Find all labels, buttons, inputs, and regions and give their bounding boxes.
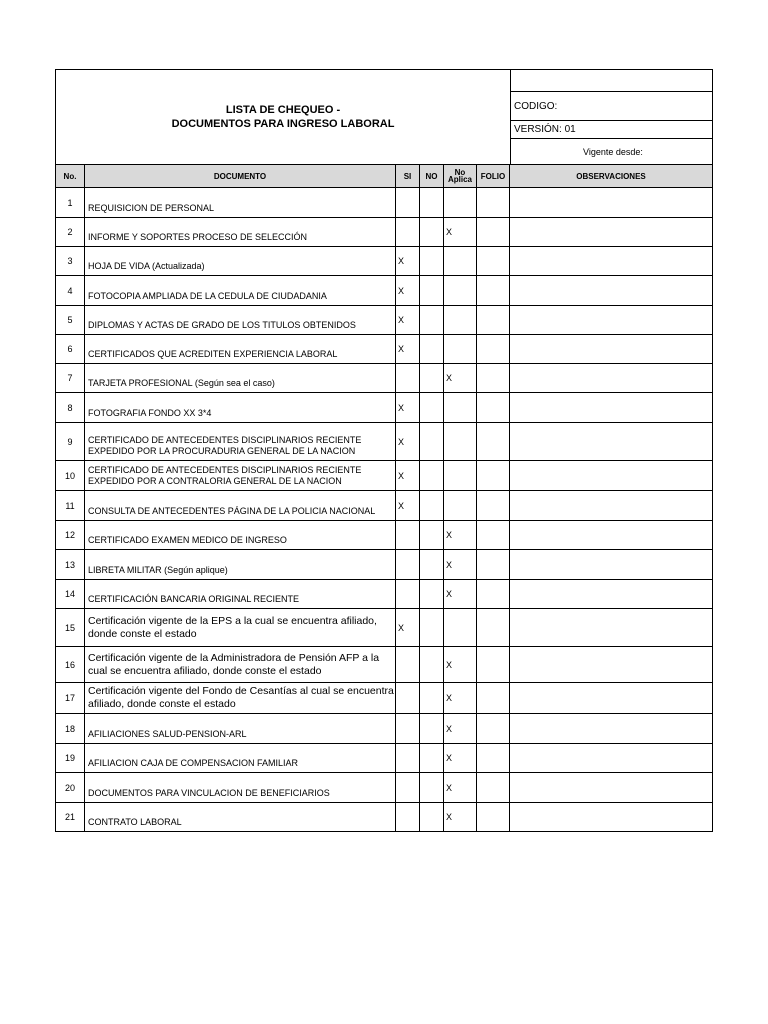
row-number: 2 (56, 218, 85, 247)
row-no-aplica-mark (444, 306, 477, 335)
row-si-mark: X (396, 461, 420, 491)
row-no-aplica-mark: X (444, 521, 477, 550)
row-number: 12 (56, 521, 85, 550)
row-document: CERTIFICADOS QUE ACREDITEN EXPERIENCIA LABORAL (85, 335, 396, 364)
row-folio (477, 580, 510, 609)
checklist-sheet (55, 69, 712, 832)
row-observaciones (510, 550, 713, 580)
row-number: 3 (56, 247, 85, 276)
row-document: Certificación vigente de la Administradora de Pensión AFP a la cual se encuentra afiliado, donde conste el estado (85, 647, 396, 683)
no-aplica-line-1: No (454, 168, 466, 177)
row-document: DOCUMENTOS PARA VINCULACION DE BENEFICIARIOS (85, 773, 396, 803)
row-no-mark (420, 647, 444, 683)
row-number: 9 (56, 423, 85, 461)
row-observaciones (510, 491, 713, 521)
header-table (55, 69, 713, 165)
row-number: 19 (56, 744, 85, 773)
row-no-aplica-mark (444, 609, 477, 647)
row-folio (477, 803, 510, 832)
row-number: 13 (56, 550, 85, 580)
col-header-documento: DOCUMENTO (85, 165, 396, 188)
row-folio (477, 521, 510, 550)
row-no-aplica-mark (444, 491, 477, 521)
row-document: REQUISICION DE PERSONAL (85, 188, 396, 218)
row-si-mark (396, 744, 420, 773)
row-si-mark: X (396, 306, 420, 335)
table-row (56, 393, 713, 423)
table-row (56, 188, 713, 218)
col-header-no: No. (56, 165, 85, 188)
row-no-aplica-mark: X (444, 714, 477, 744)
row-observaciones (510, 276, 713, 306)
col-header-folio: FOLIO (477, 165, 510, 188)
row-document: CONSULTA DE ANTECEDENTES PÁGINA DE LA POLICIA NACIONAL (85, 491, 396, 521)
row-no-aplica-mark: X (444, 647, 477, 683)
row-folio (477, 247, 510, 276)
col-header-no-aplica (444, 165, 477, 188)
row-number: 7 (56, 364, 85, 393)
row-no-mark (420, 521, 444, 550)
row-si-mark (396, 521, 420, 550)
row-no-aplica-mark: X (444, 683, 477, 714)
row-observaciones (510, 423, 713, 461)
table-row (56, 521, 713, 550)
row-no-aplica-mark (444, 461, 477, 491)
row-observaciones (510, 647, 713, 683)
row-number: 16 (56, 647, 85, 683)
row-no-mark (420, 803, 444, 832)
row-observaciones (510, 521, 713, 550)
table-row (56, 491, 713, 521)
row-si-mark (396, 218, 420, 247)
row-document: LIBRETA MILITAR (Según aplique) (85, 550, 396, 580)
row-no-aplica-mark (444, 335, 477, 364)
row-no-mark (420, 218, 444, 247)
row-observaciones (510, 714, 713, 744)
row-folio (477, 773, 510, 803)
checklist-table (55, 164, 713, 832)
row-number: 20 (56, 773, 85, 803)
row-si-mark: X (396, 335, 420, 364)
table-row (56, 773, 713, 803)
row-si-mark: X (396, 491, 420, 521)
row-no-aplica-mark (444, 247, 477, 276)
title-line-1: LISTA DE CHEQUEO - (225, 104, 341, 116)
row-no-mark (420, 550, 444, 580)
row-si-mark: X (396, 393, 420, 423)
table-row (56, 580, 713, 609)
row-no-mark (420, 423, 444, 461)
row-no-aplica-mark: X (444, 550, 477, 580)
row-observaciones (510, 609, 713, 647)
table-row (56, 744, 713, 773)
row-folio (477, 423, 510, 461)
row-observaciones (510, 773, 713, 803)
table-row (56, 423, 713, 461)
row-no-aplica-mark: X (444, 803, 477, 832)
row-folio (477, 306, 510, 335)
row-folio (477, 364, 510, 393)
row-si-mark (396, 364, 420, 393)
row-no-mark (420, 461, 444, 491)
row-si-mark (396, 550, 420, 580)
row-folio (477, 683, 510, 714)
table-row (56, 276, 713, 306)
row-no-aplica-mark (444, 276, 477, 306)
row-no-aplica-mark: X (444, 364, 477, 393)
row-number: 15 (56, 609, 85, 647)
header-blank-cell (511, 70, 713, 92)
table-row (56, 609, 713, 647)
row-folio (477, 744, 510, 773)
row-observaciones (510, 393, 713, 423)
row-number: 18 (56, 714, 85, 744)
row-no-mark (420, 491, 444, 521)
row-document: AFILIACIONES SALUD-PENSION-ARL (85, 714, 396, 744)
row-observaciones (510, 335, 713, 364)
row-si-mark (396, 188, 420, 218)
row-number: 1 (56, 188, 85, 218)
table-row (56, 683, 713, 714)
table-row (56, 335, 713, 364)
table-row (56, 714, 713, 744)
row-observaciones (510, 364, 713, 393)
row-document: CERTIFICADO DE ANTECEDENTES DISCIPLINARIOS RECIENTE EXPEDIDO POR LA PROCURADURIA GENERAL DE LA NACION (85, 423, 396, 461)
row-observaciones (510, 247, 713, 276)
table-row (56, 218, 713, 247)
row-folio (477, 335, 510, 364)
table-row (56, 461, 713, 491)
row-observaciones (510, 744, 713, 773)
row-observaciones (510, 461, 713, 491)
row-number: 11 (56, 491, 85, 521)
document-title (56, 70, 511, 165)
table-row (56, 803, 713, 832)
table-row (56, 247, 713, 276)
row-number: 17 (56, 683, 85, 714)
row-number: 14 (56, 580, 85, 609)
row-no-aplica-mark: X (444, 773, 477, 803)
row-folio (477, 393, 510, 423)
row-no-mark (420, 247, 444, 276)
row-si-mark (396, 714, 420, 744)
row-document: Certificación vigente de la EPS a la cual se encuentra afiliado, donde conste el estado (85, 609, 396, 647)
codigo-label: CODIGO: (511, 92, 713, 121)
row-folio (477, 461, 510, 491)
row-no-mark (420, 580, 444, 609)
row-observaciones (510, 683, 713, 714)
row-number: 6 (56, 335, 85, 364)
row-no-mark (420, 276, 444, 306)
row-document: INFORME Y SOPORTES PROCESO DE SELECCIÓN (85, 218, 396, 247)
no-aplica-line-2: Aplica (447, 175, 472, 184)
version-label: VERSIÓN: 01 (511, 121, 713, 139)
row-no-aplica-mark (444, 423, 477, 461)
title-line-2: DOCUMENTOS PARA INGRESO LABORAL (171, 118, 395, 130)
row-si-mark (396, 683, 420, 714)
row-si-mark (396, 773, 420, 803)
row-no-aplica-mark: X (444, 744, 477, 773)
row-si-mark: X (396, 247, 420, 276)
row-folio (477, 276, 510, 306)
row-no-mark (420, 609, 444, 647)
row-document: HOJA DE VIDA (Actualizada) (85, 247, 396, 276)
row-no-aplica-mark (444, 188, 477, 218)
row-document: TARJETA PROFESIONAL (Según sea el caso) (85, 364, 396, 393)
row-folio (477, 188, 510, 218)
row-document: CERTIFICACIÓN BANCARIA ORIGINAL RECIENTE (85, 580, 396, 609)
row-no-mark (420, 714, 444, 744)
row-number: 4 (56, 276, 85, 306)
row-si-mark: X (396, 423, 420, 461)
row-no-mark (420, 364, 444, 393)
row-no-mark (420, 306, 444, 335)
row-no-mark (420, 393, 444, 423)
row-observaciones (510, 580, 713, 609)
table-row (56, 364, 713, 393)
row-si-mark (396, 580, 420, 609)
row-number: 5 (56, 306, 85, 335)
row-observaciones (510, 218, 713, 247)
table-row (56, 306, 713, 335)
row-no-aplica-mark: X (444, 580, 477, 609)
row-no-mark (420, 773, 444, 803)
row-observaciones (510, 306, 713, 335)
vigente-label: Vigente desde: (511, 139, 713, 165)
row-folio (477, 647, 510, 683)
row-number: 21 (56, 803, 85, 832)
row-folio (477, 609, 510, 647)
table-header-row (56, 165, 713, 188)
row-document: CERTIFICADO EXAMEN MEDICO DE INGRESO (85, 521, 396, 550)
row-si-mark (396, 647, 420, 683)
row-no-mark (420, 188, 444, 218)
row-no-mark (420, 683, 444, 714)
row-folio (477, 491, 510, 521)
row-folio (477, 714, 510, 744)
row-document: CONTRATO LABORAL (85, 803, 396, 832)
row-observaciones (510, 803, 713, 832)
row-si-mark (396, 803, 420, 832)
row-document: CERTIFICADO DE ANTECEDENTES DISCIPLINARIOS RECIENTE EXPEDIDO POR A CONTRALORIA GENERAL DE LA NACION (85, 461, 396, 491)
row-si-mark: X (396, 276, 420, 306)
row-document: DIPLOMAS Y ACTAS DE GRADO DE LOS TITULOS OBTENIDOS (85, 306, 396, 335)
row-document: FOTOCOPIA AMPLIADA DE LA CEDULA DE CIUDADANIA (85, 276, 396, 306)
col-header-si: SI (396, 165, 420, 188)
row-document: Certificación vigente del Fondo de Cesantías al cual se encuentra afiliado, donde conste el estado (85, 683, 396, 714)
row-number: 8 (56, 393, 85, 423)
table-row (56, 550, 713, 580)
col-header-observaciones: OBSERVACIONES (510, 165, 713, 188)
row-si-mark: X (396, 609, 420, 647)
row-no-aplica-mark (444, 393, 477, 423)
row-folio (477, 218, 510, 247)
row-observaciones (510, 188, 713, 218)
row-folio (477, 550, 510, 580)
col-header-no-col: NO (420, 165, 444, 188)
row-no-aplica-mark: X (444, 218, 477, 247)
row-document: FOTOGRAFIA FONDO XX 3*4 (85, 393, 396, 423)
row-document: AFILIACION CAJA DE COMPENSACION FAMILIAR (85, 744, 396, 773)
table-row (56, 647, 713, 683)
row-no-mark (420, 744, 444, 773)
row-no-mark (420, 335, 444, 364)
row-number: 10 (56, 461, 85, 491)
